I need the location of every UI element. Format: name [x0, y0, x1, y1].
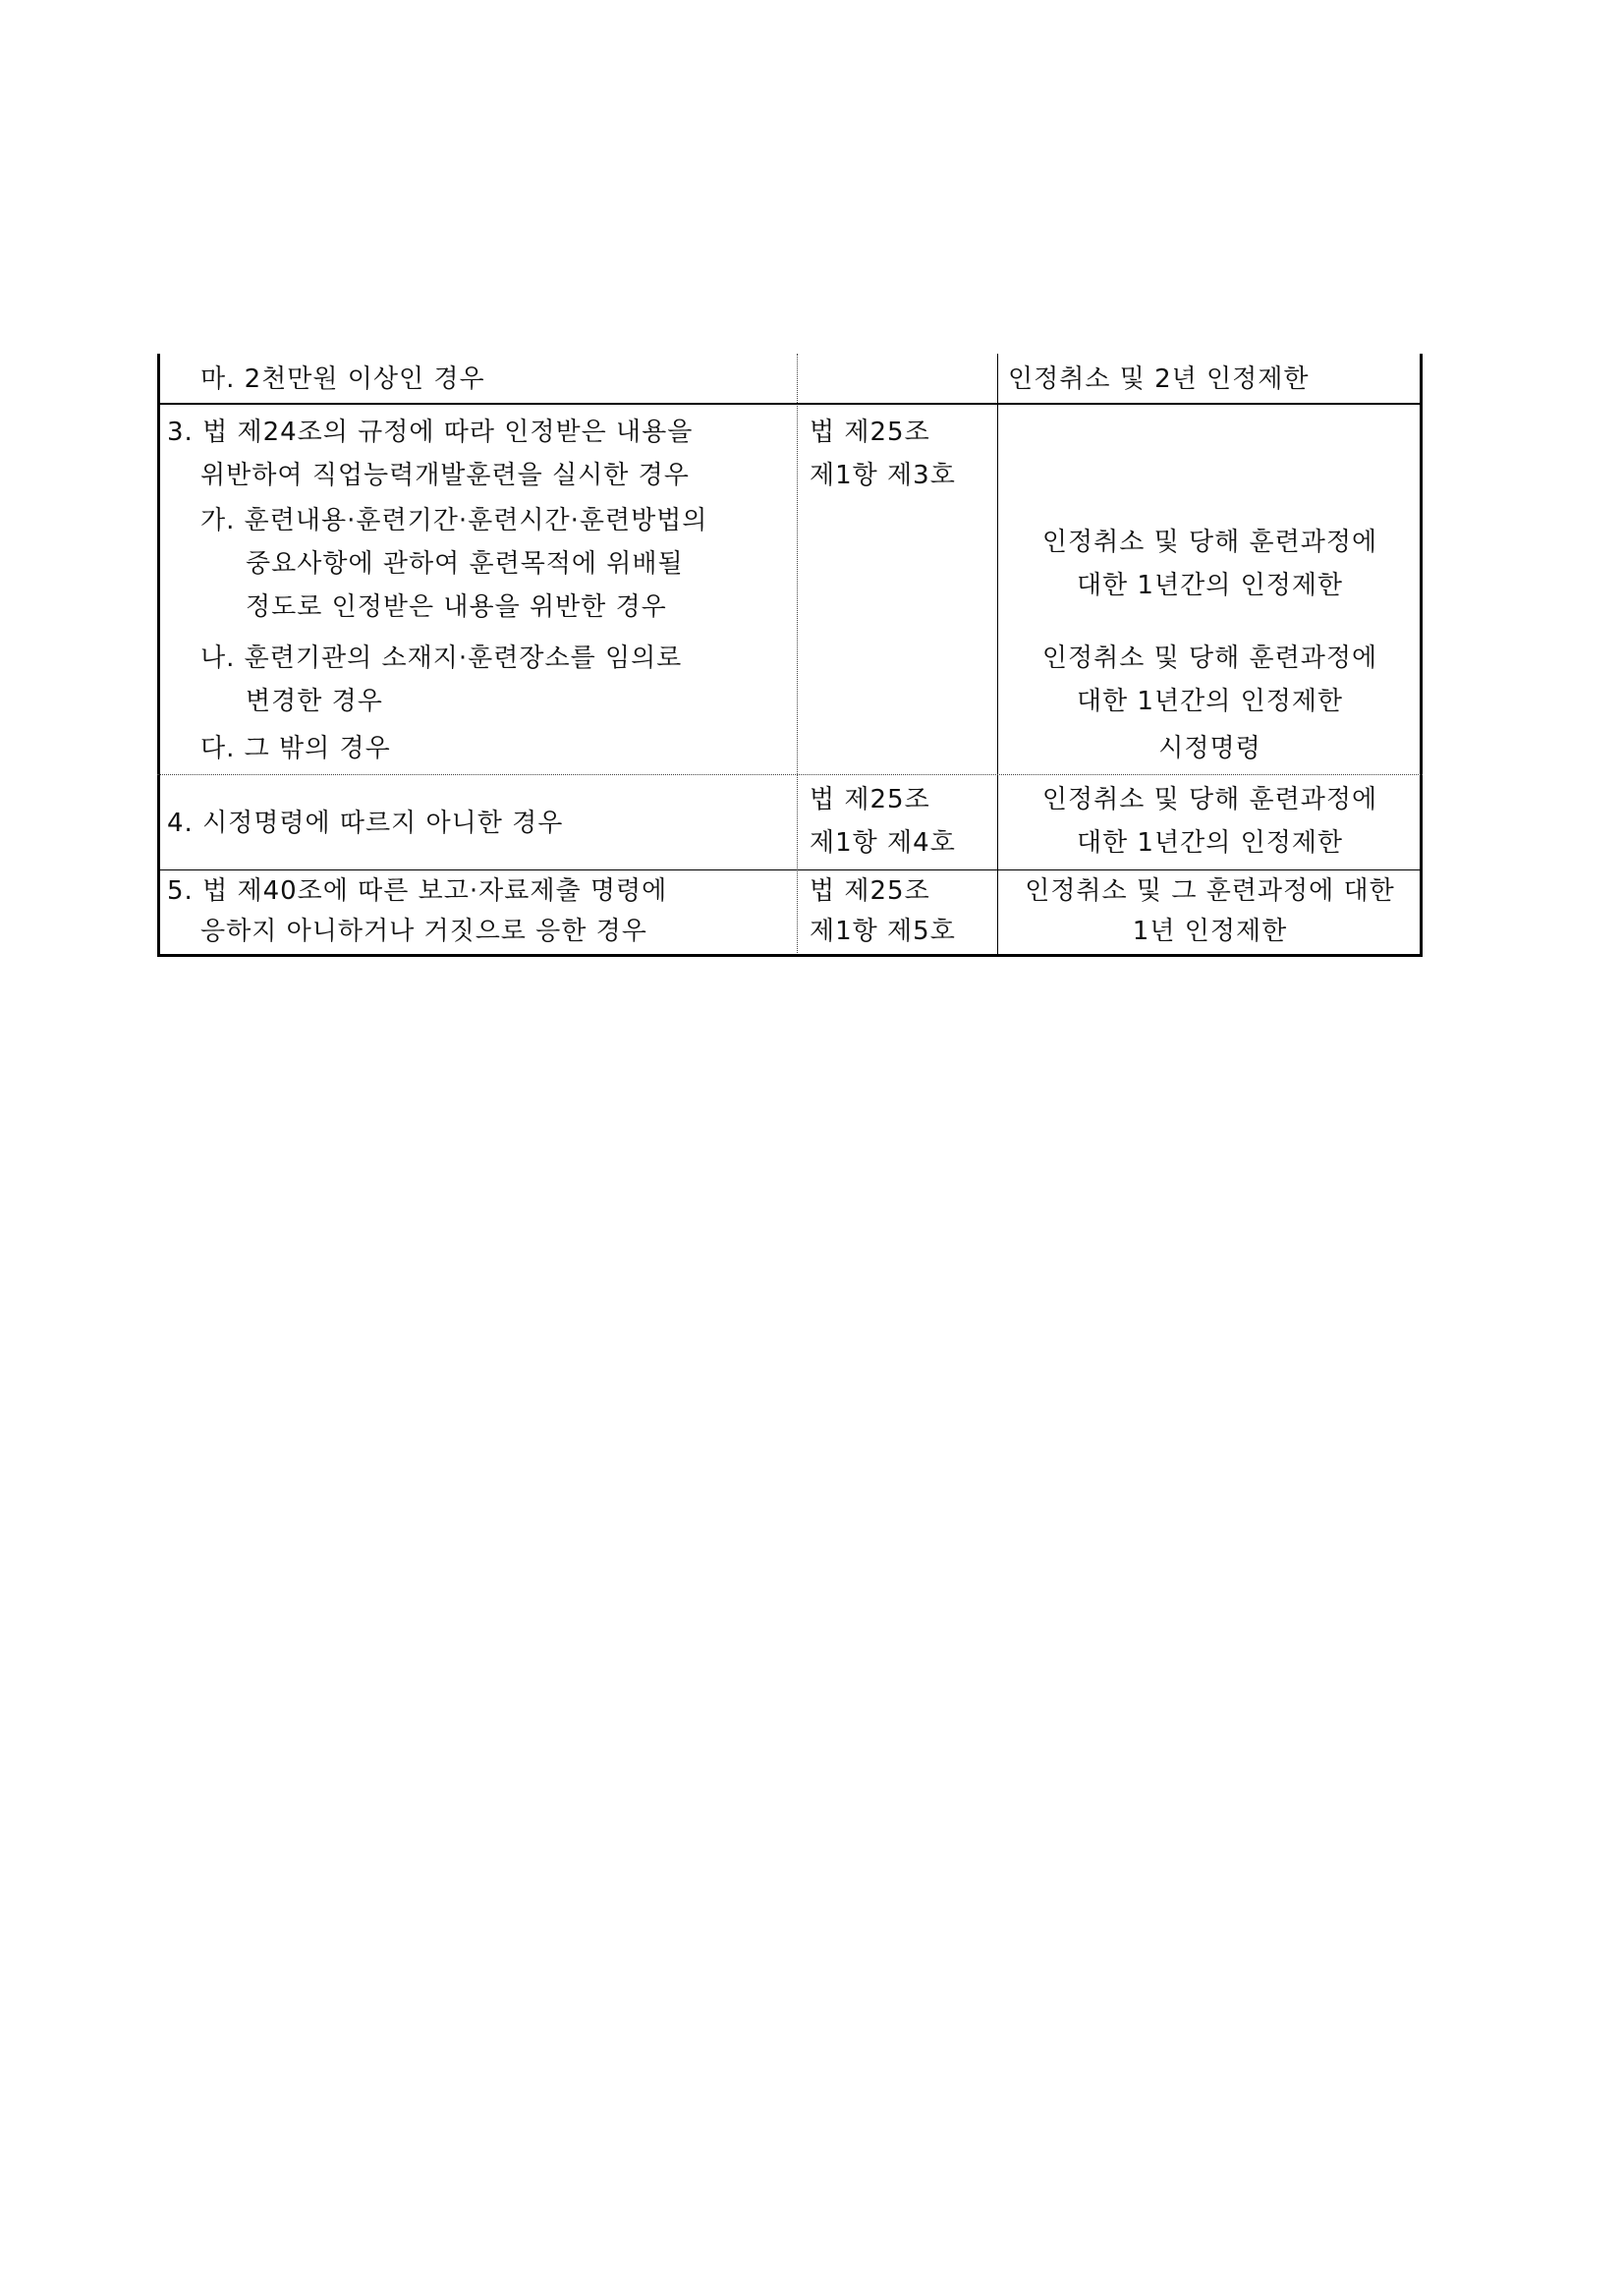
- row3-sub-ga-penalty-line1: 인정취소 및 당해 훈련과정에: [1041, 528, 1378, 557]
- row5-penalty-line2: 1년 인정제한: [1132, 917, 1288, 946]
- row-ma-penalty: 인정취소 및 2년 인정제한: [1008, 364, 1310, 394]
- row3-law-line2: 제1항 제3호: [810, 461, 956, 490]
- row3-sub-na-line2: 변경한 경우: [246, 687, 383, 716]
- row4-item: 4. 시정명령에 따르지 아니한 경우: [167, 809, 564, 838]
- row5-law-line1: 법 제25조: [810, 876, 930, 906]
- row5-item-line2: 응하지 아니하거나 거짓으로 응한 경우: [200, 917, 647, 946]
- row4-law-line2: 제1항 제4호: [810, 828, 956, 858]
- row3-sub-na-penalty-line1: 인정취소 및 당해 훈련과정에: [1041, 644, 1378, 673]
- row3-sub-ga-line1: 가. 훈련내용·훈련기간·훈련시간·훈련방법의: [200, 506, 708, 535]
- row3-sub-ga-line2: 중요사항에 관하여 훈련목적에 위배될: [246, 549, 684, 579]
- row3-item-line2: 위반하여 직업능력개발훈련을 실시한 경우: [200, 461, 690, 490]
- table-border-left: [157, 354, 160, 957]
- table-border-right: [1420, 354, 1423, 957]
- row3-law-line1: 법 제25조: [810, 418, 930, 447]
- row-divider-2: [157, 774, 1423, 775]
- row3-sub-da-penalty: 시정명령: [1158, 734, 1261, 763]
- row3-item-line1: 3. 법 제24조의 규정에 따라 인정받은 내용을: [167, 418, 694, 447]
- row5-law-line2: 제1항 제5호: [810, 917, 956, 946]
- row4-penalty-line2: 대한 1년간의 인정제한: [1076, 828, 1344, 858]
- row3-sub-ga-penalty-line2: 대한 1년간의 인정제한: [1076, 571, 1344, 600]
- row5-item-line1: 5. 법 제40조에 따른 보고·자료제출 명령에: [167, 876, 668, 906]
- row3-sub-ga-line3: 정도로 인정받은 내용을 위반한 경우: [246, 592, 667, 622]
- penalty-table: [157, 354, 1423, 957]
- column-divider-1: [797, 354, 798, 957]
- column-divider-2: [997, 354, 998, 957]
- row3-sub-na-line1: 나. 훈련기관의 소재지·훈련장소를 임의로: [200, 644, 683, 673]
- row3-sub-na-penalty-line2: 대한 1년간의 인정제한: [1076, 687, 1344, 716]
- row4-law-line1: 법 제25조: [810, 785, 930, 814]
- row-divider-1: [157, 403, 1423, 405]
- row-ma-item: 마. 2천만원 이상인 경우: [200, 364, 485, 394]
- row3-sub-da: 다. 그 밖의 경우: [200, 734, 391, 763]
- table-border-bottom: [157, 954, 1423, 957]
- row4-penalty-line1: 인정취소 및 당해 훈련과정에: [1041, 785, 1378, 814]
- row5-penalty-line1: 인정취소 및 그 훈련과정에 대한: [1025, 876, 1395, 906]
